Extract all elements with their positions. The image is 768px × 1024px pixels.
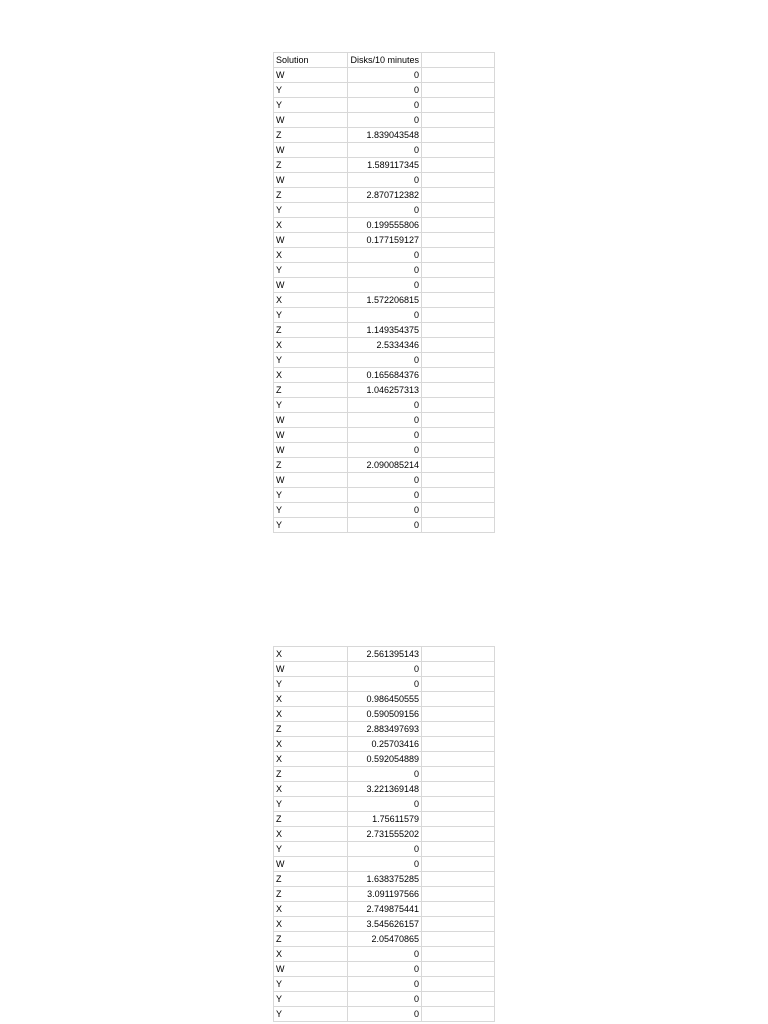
solution-cell[interactable]: Z — [274, 128, 348, 143]
solution-cell[interactable]: X — [274, 947, 348, 962]
table-row — [274, 233, 495, 248]
table-row — [274, 323, 495, 338]
table-row — [274, 902, 495, 917]
empty-cell[interactable] — [422, 857, 495, 872]
rate-cell[interactable]: 0 — [348, 503, 422, 518]
rate-cell[interactable]: 0 — [348, 947, 422, 962]
empty-cell[interactable] — [422, 353, 495, 368]
rate-cell[interactable]: 1.046257313 — [348, 383, 422, 398]
spreadsheet-table-bottom — [273, 646, 495, 1022]
rate-cell[interactable]: 0.592054889 — [348, 752, 422, 767]
rate-cell[interactable]: 0 — [348, 473, 422, 488]
table-row — [274, 443, 495, 458]
table-row — [274, 842, 495, 857]
rate-cell[interactable]: 0 — [348, 767, 422, 782]
spreadsheet-table-top — [273, 52, 495, 533]
solution-cell[interactable]: X — [274, 368, 348, 383]
rate-cell[interactable]: 0.199555806 — [348, 218, 422, 233]
rate-cell[interactable]: 0 — [348, 173, 422, 188]
empty-cell[interactable] — [422, 932, 495, 947]
solution-cell[interactable]: X — [274, 902, 348, 917]
empty-cell[interactable] — [422, 68, 495, 83]
empty-cell[interactable] — [422, 518, 495, 533]
solution-cell[interactable]: Y — [274, 398, 348, 413]
table-row — [274, 662, 495, 677]
empty-cell[interactable] — [422, 308, 495, 323]
empty-cell[interactable] — [422, 338, 495, 353]
empty-cell[interactable] — [422, 707, 495, 722]
solution-cell[interactable]: W — [274, 428, 348, 443]
empty-cell[interactable] — [422, 902, 495, 917]
empty-cell[interactable] — [422, 263, 495, 278]
solution-cell[interactable]: W — [274, 143, 348, 158]
rate-cell[interactable]: 0 — [348, 443, 422, 458]
empty-cell[interactable] — [422, 917, 495, 932]
solution-cell[interactable]: W — [274, 473, 348, 488]
empty-cell[interactable] — [422, 113, 495, 128]
empty-cell[interactable] — [422, 992, 495, 1007]
table-row — [274, 428, 495, 443]
solution-cell[interactable]: W — [274, 113, 348, 128]
solution-cell[interactable]: Y — [274, 677, 348, 692]
solution-cell[interactable]: W — [274, 413, 348, 428]
empty-cell[interactable] — [422, 218, 495, 233]
empty-cell[interactable] — [422, 692, 495, 707]
solution-cell[interactable]: X — [274, 737, 348, 752]
solution-cell[interactable]: Y — [274, 518, 348, 533]
solution-cell[interactable]: X — [274, 917, 348, 932]
rate-cell[interactable]: 0 — [348, 308, 422, 323]
table-row — [274, 692, 495, 707]
solution-cell[interactable]: Y — [274, 1007, 348, 1022]
header-rate-cell[interactable]: Disks/10 minutes — [348, 53, 422, 68]
table-row — [274, 458, 495, 473]
rate-cell[interactable]: 2.561395143 — [348, 647, 422, 662]
table-row — [274, 677, 495, 692]
empty-cell[interactable] — [422, 503, 495, 518]
solution-cell[interactable]: Y — [274, 308, 348, 323]
table-row — [274, 128, 495, 143]
rate-cell[interactable]: 3.221369148 — [348, 782, 422, 797]
rate-cell[interactable]: 0 — [348, 203, 422, 218]
table-row — [274, 932, 495, 947]
rate-cell[interactable]: 0 — [348, 413, 422, 428]
table-row — [274, 278, 495, 293]
table-row — [274, 203, 495, 218]
solution-cell[interactable]: W — [274, 662, 348, 677]
empty-cell[interactable] — [422, 1007, 495, 1022]
rate-cell[interactable]: 0 — [348, 278, 422, 293]
empty-cell[interactable] — [422, 782, 495, 797]
rate-cell[interactable]: 0 — [348, 263, 422, 278]
solution-cell[interactable]: Z — [274, 872, 348, 887]
solution-cell[interactable]: Z — [274, 383, 348, 398]
rate-cell[interactable]: 0.165684376 — [348, 368, 422, 383]
solution-cell[interactable]: Z — [274, 932, 348, 947]
solution-cell[interactable]: W — [274, 278, 348, 293]
empty-cell[interactable] — [422, 797, 495, 812]
empty-cell[interactable] — [422, 188, 495, 203]
table-row — [274, 158, 495, 173]
empty-cell[interactable] — [422, 53, 495, 68]
rate-cell[interactable]: 0 — [348, 68, 422, 83]
solution-cell[interactable]: Z — [274, 722, 348, 737]
solution-cell[interactable]: Y — [274, 203, 348, 218]
rate-cell[interactable]: 2.731555202 — [348, 827, 422, 842]
rate-cell[interactable]: 0 — [348, 977, 422, 992]
empty-cell[interactable] — [422, 203, 495, 218]
solution-cell[interactable]: Y — [274, 98, 348, 113]
rate-cell[interactable]: 1.75611579 — [348, 812, 422, 827]
rate-cell[interactable]: 0 — [348, 98, 422, 113]
table-row — [274, 83, 495, 98]
table-row — [274, 947, 495, 962]
rate-cell[interactable]: 0 — [348, 797, 422, 812]
table-row — [274, 827, 495, 842]
solution-cell[interactable]: Z — [274, 812, 348, 827]
empty-cell[interactable] — [422, 752, 495, 767]
solution-cell[interactable]: X — [274, 293, 348, 308]
table-row — [274, 752, 495, 767]
rate-cell[interactable]: 0 — [348, 677, 422, 692]
table-row — [274, 917, 495, 932]
table-row — [274, 413, 495, 428]
rate-cell[interactable]: 2.883497693 — [348, 722, 422, 737]
empty-cell[interactable] — [422, 368, 495, 383]
table-row — [274, 143, 495, 158]
rate-cell[interactable]: 0.986450555 — [348, 692, 422, 707]
empty-cell[interactable] — [422, 812, 495, 827]
solution-cell[interactable]: Y — [274, 992, 348, 1007]
solution-cell[interactable]: Z — [274, 323, 348, 338]
table-bottom-body — [274, 647, 495, 1022]
empty-cell[interactable] — [422, 488, 495, 503]
table-row — [274, 977, 495, 992]
solution-cell[interactable]: Z — [274, 887, 348, 902]
empty-cell[interactable] — [422, 977, 495, 992]
rate-cell[interactable]: 0.25703416 — [348, 737, 422, 752]
table-row — [274, 98, 495, 113]
table-row — [274, 218, 495, 233]
rate-cell[interactable]: 1.638375285 — [348, 872, 422, 887]
empty-cell[interactable] — [422, 278, 495, 293]
solution-cell[interactable]: X — [274, 692, 348, 707]
table-row — [274, 398, 495, 413]
rate-cell[interactable]: 3.545626157 — [348, 917, 422, 932]
empty-cell[interactable] — [422, 248, 495, 263]
table-row — [274, 737, 495, 752]
table-row — [274, 353, 495, 368]
solution-cell[interactable]: X — [274, 707, 348, 722]
rate-cell[interactable]: 1.572206815 — [348, 293, 422, 308]
solution-cell[interactable]: X — [274, 782, 348, 797]
empty-cell[interactable] — [422, 428, 495, 443]
table-row — [274, 188, 495, 203]
table-row — [274, 338, 495, 353]
empty-cell[interactable] — [422, 458, 495, 473]
empty-cell[interactable] — [422, 647, 495, 662]
table-row — [274, 113, 495, 128]
rate-cell[interactable]: 0 — [348, 113, 422, 128]
empty-cell[interactable] — [422, 947, 495, 962]
rate-cell[interactable]: 0 — [348, 1007, 422, 1022]
rate-cell[interactable]: 1.589117345 — [348, 158, 422, 173]
table-row — [274, 962, 495, 977]
solution-cell[interactable]: X — [274, 248, 348, 263]
solution-cell[interactable]: W — [274, 68, 348, 83]
rate-cell[interactable]: 3.091197566 — [348, 887, 422, 902]
table-row — [274, 707, 495, 722]
empty-cell[interactable] — [422, 722, 495, 737]
solution-cell[interactable]: X — [274, 647, 348, 662]
solution-cell[interactable]: W — [274, 962, 348, 977]
rate-cell[interactable]: 2.749875441 — [348, 902, 422, 917]
empty-cell[interactable] — [422, 383, 495, 398]
solution-cell[interactable]: Y — [274, 797, 348, 812]
table-row — [274, 992, 495, 1007]
empty-cell[interactable] — [422, 443, 495, 458]
rate-cell[interactable]: 2.870712382 — [348, 188, 422, 203]
solution-cell[interactable]: Z — [274, 158, 348, 173]
empty-cell[interactable] — [422, 83, 495, 98]
table-row — [274, 383, 495, 398]
rate-cell[interactable]: 0 — [348, 248, 422, 263]
rate-cell[interactable]: 2.090085214 — [348, 458, 422, 473]
empty-cell[interactable] — [422, 98, 495, 113]
rate-cell[interactable]: 0.177159127 — [348, 233, 422, 248]
table-row — [274, 767, 495, 782]
empty-cell[interactable] — [422, 173, 495, 188]
empty-cell[interactable] — [422, 158, 495, 173]
table-row — [274, 647, 495, 662]
solution-cell[interactable]: X — [274, 752, 348, 767]
table-row — [274, 248, 495, 263]
table-row — [274, 797, 495, 812]
rate-cell[interactable]: 0 — [348, 857, 422, 872]
solution-cell[interactable]: W — [274, 443, 348, 458]
empty-cell[interactable] — [422, 767, 495, 782]
solution-cell[interactable]: Y — [274, 83, 348, 98]
empty-cell[interactable] — [422, 413, 495, 428]
rate-cell[interactable]: 0 — [348, 488, 422, 503]
rate-cell[interactable]: 0 — [348, 662, 422, 677]
table-row — [274, 173, 495, 188]
table-row — [274, 518, 495, 533]
table-row — [274, 782, 495, 797]
solution-cell[interactable]: X — [274, 218, 348, 233]
rate-cell[interactable]: 1.149354375 — [348, 323, 422, 338]
solution-cell[interactable]: X — [274, 338, 348, 353]
table-row — [274, 812, 495, 827]
empty-cell[interactable] — [422, 143, 495, 158]
empty-cell[interactable] — [422, 872, 495, 887]
header-row — [274, 53, 495, 68]
table-row — [274, 488, 495, 503]
rate-cell[interactable]: 0 — [348, 842, 422, 857]
table-row — [274, 473, 495, 488]
solution-cell[interactable]: Z — [274, 458, 348, 473]
table-row — [274, 722, 495, 737]
rate-cell[interactable]: 2.05470865 — [348, 932, 422, 947]
table-row — [274, 857, 495, 872]
empty-cell[interactable] — [422, 887, 495, 902]
table-row — [274, 887, 495, 902]
empty-cell[interactable] — [422, 962, 495, 977]
rate-cell[interactable]: 0 — [348, 518, 422, 533]
solution-cell[interactable]: Y — [274, 977, 348, 992]
empty-cell[interactable] — [422, 827, 495, 842]
empty-cell[interactable] — [422, 473, 495, 488]
empty-cell[interactable] — [422, 398, 495, 413]
empty-cell[interactable] — [422, 128, 495, 143]
solution-cell[interactable]: Y — [274, 503, 348, 518]
solution-cell[interactable]: W — [274, 857, 348, 872]
solution-cell[interactable]: Z — [274, 188, 348, 203]
table-row — [274, 308, 495, 323]
empty-cell[interactable] — [422, 233, 495, 248]
table-top-body — [274, 53, 495, 533]
solution-cell[interactable]: W — [274, 173, 348, 188]
solution-cell[interactable]: Y — [274, 842, 348, 857]
rate-cell[interactable]: 0 — [348, 962, 422, 977]
table-row — [274, 872, 495, 887]
rate-cell[interactable]: 0 — [348, 353, 422, 368]
rate-cell[interactable]: 0 — [348, 428, 422, 443]
solution-cell[interactable]: Y — [274, 353, 348, 368]
table-row — [274, 293, 495, 308]
empty-cell[interactable] — [422, 662, 495, 677]
solution-cell[interactable]: Y — [274, 263, 348, 278]
empty-cell[interactable] — [422, 293, 495, 308]
empty-cell[interactable] — [422, 323, 495, 338]
table-row — [274, 68, 495, 83]
rate-cell[interactable]: 0 — [348, 992, 422, 1007]
solution-cell[interactable]: Z — [274, 767, 348, 782]
empty-cell[interactable] — [422, 677, 495, 692]
rate-cell[interactable]: 0 — [348, 83, 422, 98]
empty-cell[interactable] — [422, 737, 495, 752]
table-row — [274, 503, 495, 518]
rate-cell[interactable]: 1.839043548 — [348, 128, 422, 143]
solution-cell[interactable]: Y — [274, 488, 348, 503]
table-row — [274, 263, 495, 278]
rate-cell[interactable]: 2.5334346 — [348, 338, 422, 353]
solution-cell[interactable]: W — [274, 233, 348, 248]
rate-cell[interactable]: 0 — [348, 143, 422, 158]
rate-cell[interactable]: 0 — [348, 398, 422, 413]
rate-cell[interactable]: 0.590509156 — [348, 707, 422, 722]
header-solution-cell[interactable]: Solution — [274, 53, 348, 68]
table-row — [274, 368, 495, 383]
table-row — [274, 1007, 495, 1022]
empty-cell[interactable] — [422, 842, 495, 857]
solution-cell[interactable]: X — [274, 827, 348, 842]
